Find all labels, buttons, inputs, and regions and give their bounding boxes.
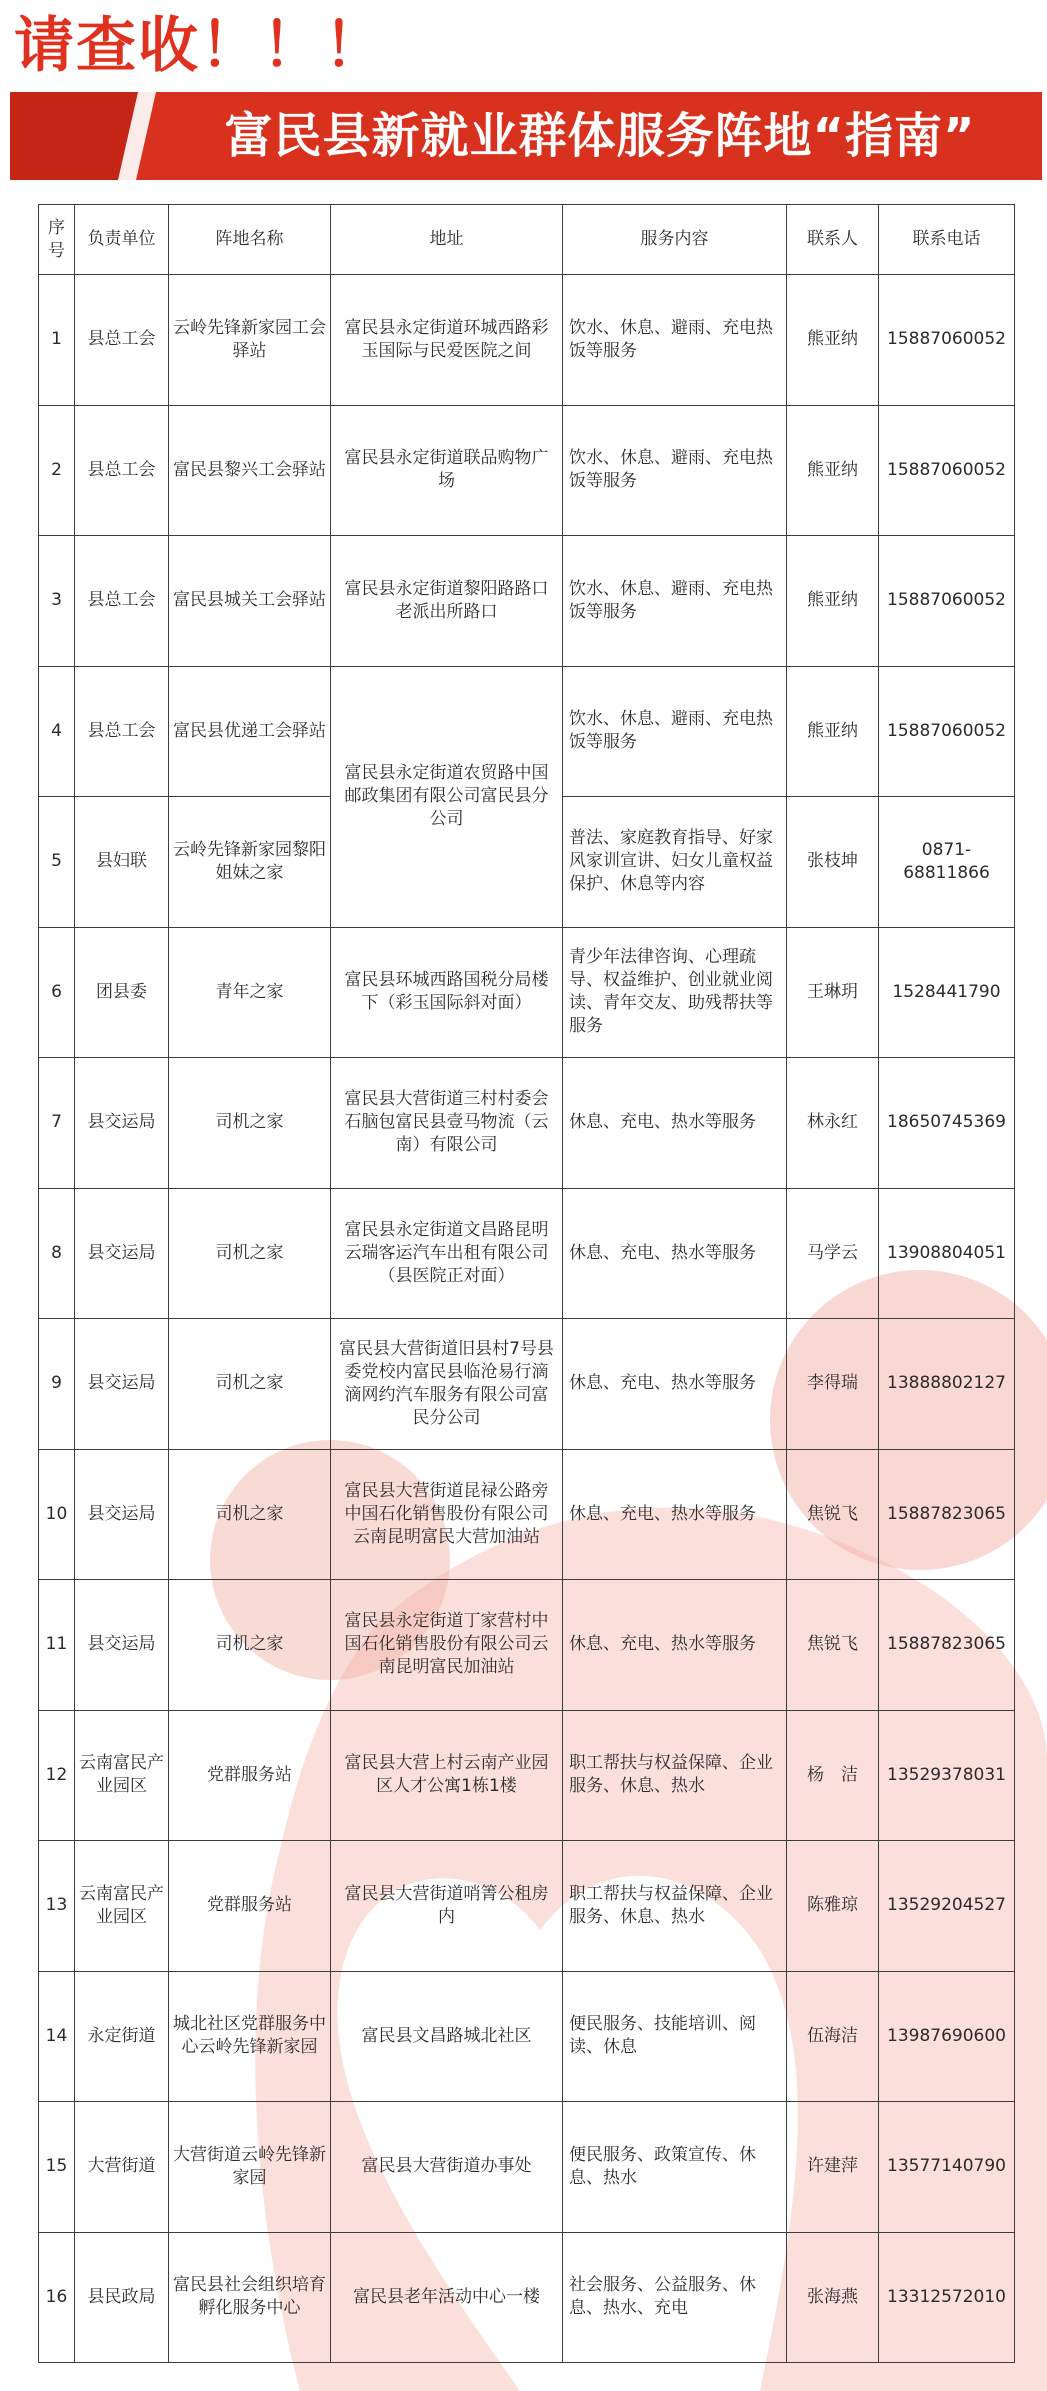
cell-phone: 15887823065 (879, 1449, 1015, 1580)
cell-unit: 县总工会 (75, 536, 169, 667)
cell-contact: 熊亚纳 (787, 405, 879, 536)
cell-contact: 陈雅琼 (787, 1841, 879, 1972)
cell-site: 司机之家 (169, 1319, 331, 1450)
cell-contact: 李得瑞 (787, 1319, 879, 1450)
cell-site: 城北社区党群服务中心云岭先锋新家园 (169, 1971, 331, 2102)
cell-contact: 许建萍 (787, 2102, 879, 2233)
banner-title: 富民县新就业群体服务阵地“指南” (224, 108, 976, 164)
cell-no: 14 (39, 1971, 75, 2102)
cell-site: 云岭先锋新家园工会驿站 (169, 275, 331, 406)
cell-no: 1 (39, 275, 75, 406)
cell-service: 职工帮扶与权益保障、企业服务、休息、热水 (563, 1841, 787, 1972)
table-row (39, 275, 1015, 406)
table-row (39, 536, 1015, 667)
cell-unit: 永定街道 (75, 1971, 169, 2102)
cell-no: 16 (39, 2232, 75, 2363)
service-sites-table (38, 204, 1015, 2363)
cell-unit: 县交运局 (75, 1580, 169, 1711)
cell-site: 司机之家 (169, 1580, 331, 1711)
cell-contact: 林永红 (787, 1058, 879, 1189)
cell-contact: 伍海洁 (787, 1971, 879, 2102)
cell-site: 大营街道云岭先锋新家园 (169, 2102, 331, 2233)
title-banner (10, 92, 1042, 180)
cell-unit: 县总工会 (75, 405, 169, 536)
cell-phone: 13529378031 (879, 1710, 1015, 1841)
cell-phone: 18650745369 (879, 1058, 1015, 1189)
cell-phone: 15887060052 (879, 405, 1015, 536)
table-row (39, 1058, 1015, 1189)
header-unit: 负责单位 (75, 205, 169, 275)
cell-site: 富民县优递工会驿站 (169, 666, 331, 797)
table-row (39, 1971, 1015, 2102)
cell-contact: 熊亚纳 (787, 275, 879, 406)
cell-unit: 县交运局 (75, 1319, 169, 1450)
cell-phone: 15887060052 (879, 275, 1015, 406)
table-row (39, 1319, 1015, 1450)
cell-address: 富民县永定街道文昌路昆明云瑞客运汽车出租有限公司（县医院正对面） (331, 1188, 563, 1319)
cell-site: 党群服务站 (169, 1841, 331, 1972)
table-row (39, 1580, 1015, 1711)
table-row (39, 666, 1015, 797)
cell-site: 党群服务站 (169, 1710, 331, 1841)
cell-unit: 县总工会 (75, 666, 169, 797)
cell-address: 富民县永定街道农贸路中国邮政集团有限公司富民县分公司 (331, 666, 563, 927)
cell-site: 富民县黎兴工会驿站 (169, 405, 331, 536)
cell-service: 饮水、休息、避雨、充电热饭等服务 (563, 536, 787, 667)
cell-phone: 13888802127 (879, 1319, 1015, 1450)
cell-service: 饮水、休息、避雨、充电热饭等服务 (563, 275, 787, 406)
cell-unit: 团县委 (75, 927, 169, 1058)
cell-address: 富民县永定街道黎阳路路口老派出所路口 (331, 536, 563, 667)
cell-phone: 0871-68811866 (879, 797, 1015, 928)
cell-phone: 13908804051 (879, 1188, 1015, 1319)
cell-phone: 13529204527 (879, 1841, 1015, 1972)
header-service: 服务内容 (563, 205, 787, 275)
cell-address: 富民县大营上村云南产业园区人才公寓1栋1楼 (331, 1710, 563, 1841)
cell-address: 富民县大营街道三村村委会石脑包富民县壹马物流（云南）有限公司 (331, 1058, 563, 1189)
cell-phone: 13312572010 (879, 2232, 1015, 2363)
cell-unit: 县妇联 (75, 797, 169, 928)
cell-no: 12 (39, 1710, 75, 1841)
cell-unit: 县交运局 (75, 1449, 169, 1580)
cell-phone: 13987690600 (879, 1971, 1015, 2102)
cell-no: 10 (39, 1449, 75, 1580)
header-no: 序号 (39, 205, 75, 275)
table-row (39, 1188, 1015, 1319)
cell-no: 15 (39, 2102, 75, 2233)
cell-unit: 县交运局 (75, 1188, 169, 1319)
cell-no: 11 (39, 1580, 75, 1711)
cell-no: 9 (39, 1319, 75, 1450)
cell-no: 13 (39, 1841, 75, 1972)
cell-phone: 13577140790 (879, 2102, 1015, 2233)
table-row (39, 2102, 1015, 2233)
cell-no: 8 (39, 1188, 75, 1319)
alert-heading: 请查收！！！ (14, 11, 386, 81)
cell-address: 富民县永定街道联品购物广场 (331, 405, 563, 536)
cell-phone: 15887060052 (879, 666, 1015, 797)
cell-site: 富民县城关工会驿站 (169, 536, 331, 667)
cell-service: 饮水、休息、避雨、充电热饭等服务 (563, 666, 787, 797)
cell-service: 便民服务、政策宣传、休息、热水 (563, 2102, 787, 2233)
cell-site: 司机之家 (169, 1188, 331, 1319)
cell-site: 青年之家 (169, 927, 331, 1058)
table-row (39, 1449, 1015, 1580)
cell-address: 富民县大营街道哨箐公租房内 (331, 1841, 563, 1972)
table-row (39, 927, 1015, 1058)
cell-contact: 焦锐飞 (787, 1580, 879, 1711)
cell-contact: 熊亚纳 (787, 536, 879, 667)
cell-unit: 县总工会 (75, 275, 169, 406)
cell-address: 富民县永定街道环城西路彩玉国际与民爱医院之间 (331, 275, 563, 406)
cell-unit: 云南富民产业园区 (75, 1710, 169, 1841)
cell-address: 富民县大营街道办事处 (331, 2102, 563, 2233)
cell-service: 休息、充电、热水等服务 (563, 1449, 787, 1580)
cell-service: 青少年法律咨询、心理疏导、权益维护、创业就业阅读、青年交友、助残帮扶等服务 (563, 927, 787, 1058)
cell-no: 7 (39, 1058, 75, 1189)
table-header-row (39, 205, 1015, 275)
cell-site: 富民县社会组织培育孵化服务中心 (169, 2232, 331, 2363)
cell-phone: 15887060052 (879, 536, 1015, 667)
cell-service: 休息、充电、热水等服务 (563, 1188, 787, 1319)
cell-site: 司机之家 (169, 1058, 331, 1189)
cell-phone: 15887823065 (879, 1580, 1015, 1711)
header-phone: 联系电话 (879, 205, 1015, 275)
cell-no: 6 (39, 927, 75, 1058)
cell-phone: 1528441790 (879, 927, 1015, 1058)
cell-unit: 县民政局 (75, 2232, 169, 2363)
cell-no: 2 (39, 405, 75, 536)
cell-service: 休息、充电、热水等服务 (563, 1319, 787, 1450)
header-contact: 联系人 (787, 205, 879, 275)
cell-unit: 县交运局 (75, 1058, 169, 1189)
cell-no: 5 (39, 797, 75, 928)
table-row (39, 1841, 1015, 1972)
cell-contact: 王琳玥 (787, 927, 879, 1058)
cell-site: 云岭先锋新家园黎阳姐妹之家 (169, 797, 331, 928)
cell-site: 司机之家 (169, 1449, 331, 1580)
cell-no: 3 (39, 536, 75, 667)
cell-address: 富民县永定街道丁家营村中国石化销售股份有限公司云南昆明富民加油站 (331, 1580, 563, 1711)
cell-contact: 张海燕 (787, 2232, 879, 2363)
cell-contact: 焦锐飞 (787, 1449, 879, 1580)
cell-contact: 熊亚纳 (787, 666, 879, 797)
cell-unit: 大营街道 (75, 2102, 169, 2233)
table-row (39, 1710, 1015, 1841)
cell-address: 富民县老年活动中心一楼 (331, 2232, 563, 2363)
table-row (39, 405, 1015, 536)
cell-address: 富民县大营街道旧县村7号县委党校内富民县临沧易行滴滴网约汽车服务有限公司富民分公司 (331, 1319, 563, 1450)
cell-service: 饮水、休息、避雨、充电热饭等服务 (563, 405, 787, 536)
cell-contact: 马学云 (787, 1188, 879, 1319)
cell-address: 富民县大营街道昆禄公路旁中国石化销售股份有限公司云南昆明富民大营加油站 (331, 1449, 563, 1580)
cell-service: 便民服务、技能培训、阅读、休息 (563, 1971, 787, 2102)
cell-unit: 云南富民产业园区 (75, 1841, 169, 1972)
table-row (39, 2232, 1015, 2363)
cell-service: 休息、充电、热水等服务 (563, 1580, 787, 1711)
cell-service: 普法、家庭教育指导、好家风家训宣讲、妇女儿童权益保护、休息等内容 (563, 797, 787, 928)
cell-service: 休息、充电、热水等服务 (563, 1058, 787, 1189)
cell-contact: 杨 洁 (787, 1710, 879, 1841)
cell-contact: 张枝坤 (787, 797, 879, 928)
cell-no: 4 (39, 666, 75, 797)
cell-service: 社会服务、公益服务、休息、热水、充电 (563, 2232, 787, 2363)
cell-address: 富民县文昌路城北社区 (331, 1971, 563, 2102)
cell-service: 职工帮扶与权益保障、企业服务、休息、热水 (563, 1710, 787, 1841)
header-address: 地址 (331, 205, 563, 275)
cell-address: 富民县环城西路国税分局楼下（彩玉国际斜对面） (331, 927, 563, 1058)
header-site: 阵地名称 (169, 205, 331, 275)
